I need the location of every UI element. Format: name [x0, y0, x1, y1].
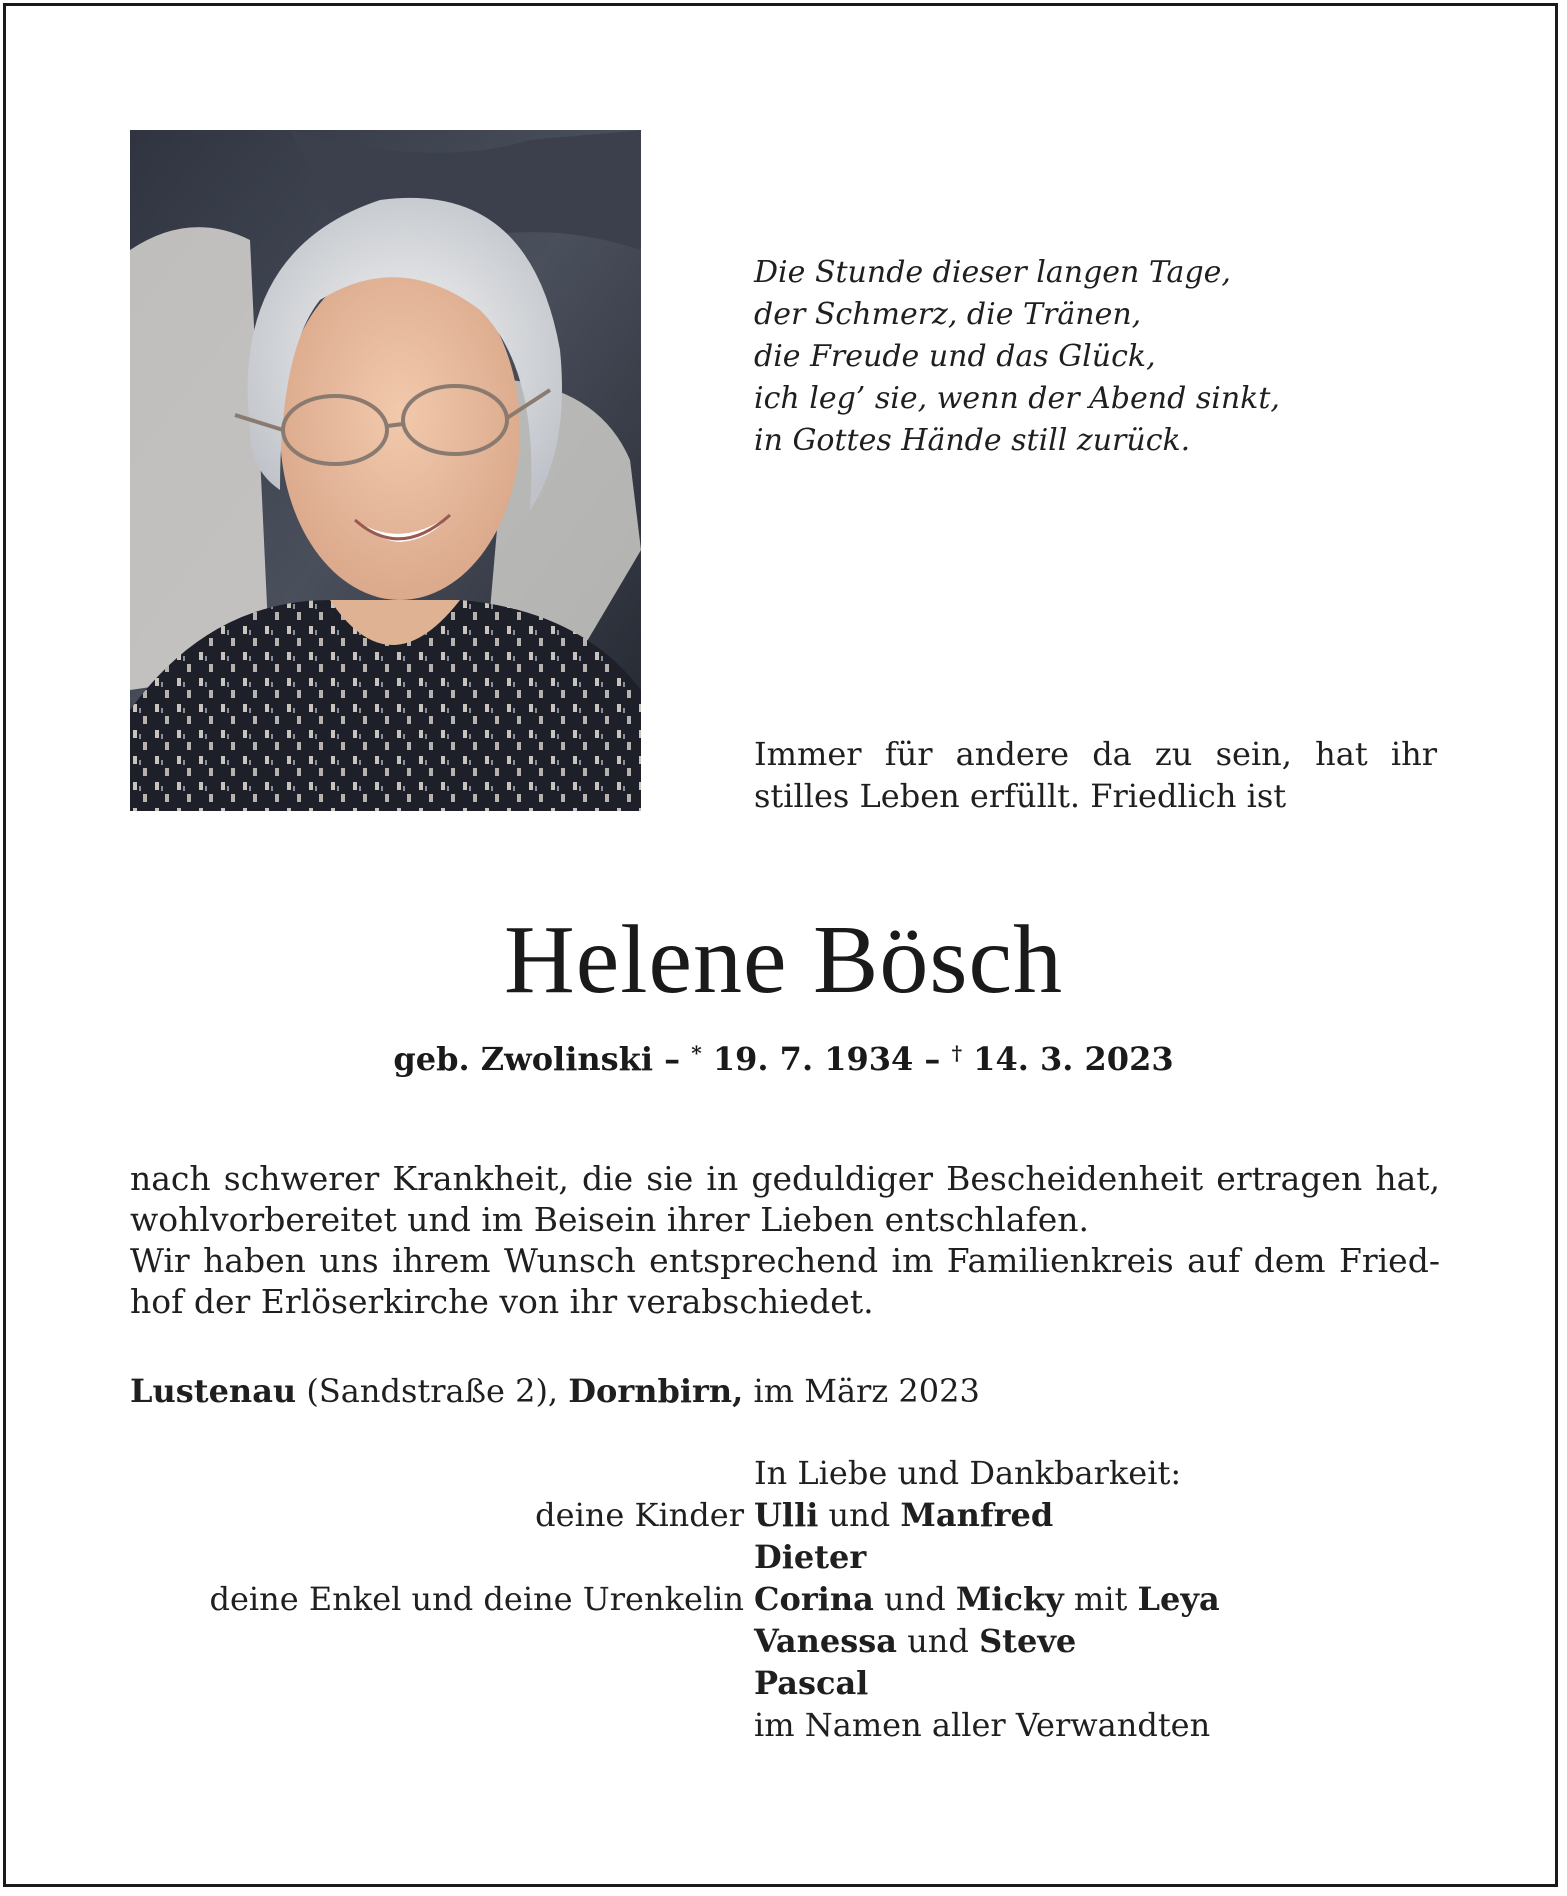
children-label: deine Kinder — [535, 1496, 744, 1534]
family-name: Pascal — [754, 1664, 869, 1702]
separator: – — [913, 1040, 952, 1078]
signature-block — [0, 1452, 1567, 1746]
family-name: Leya — [1137, 1580, 1220, 1618]
body-line: nach schwerer Krankheit, die sie in geduldiger Bescheidenheit ertragen hat, — [130, 1159, 1440, 1198]
verse-line: Die Stunde dieser langen Tage, — [754, 255, 1231, 290]
family-name: Steve — [979, 1622, 1077, 1660]
grandchildren-label: deine Enkel und deine Urenkelin — [209, 1580, 744, 1618]
place-date — [130, 1370, 980, 1412]
deceased-name: Helene Bösch — [504, 906, 1063, 1014]
intro-line: Immer für andere da zu sein, hat ihr — [754, 735, 1437, 773]
family-name: Dieter — [754, 1538, 867, 1576]
body-line: hof der Erlöserkirche von ihr verabschiedet. — [130, 1282, 874, 1321]
month-year: im März 2023 — [743, 1372, 980, 1410]
children-names — [754, 1494, 1053, 1536]
birth-symbol: * — [691, 1041, 702, 1065]
verse-line: ich leg’ sie, wenn der Abend sinkt, — [754, 381, 1280, 416]
intro-text — [754, 733, 1437, 817]
signature-row — [0, 1662, 1567, 1704]
body-text — [130, 1158, 1440, 1322]
signature-row — [0, 1536, 1567, 1578]
family-name: Ulli — [754, 1496, 819, 1534]
grandchildren-names — [754, 1620, 1076, 1662]
conjunction: und — [818, 1496, 901, 1534]
birth-date: 19. 7. 1934 — [701, 1040, 914, 1078]
signature-row — [0, 1578, 1567, 1620]
verse — [754, 252, 1454, 462]
family-name: Vanessa — [754, 1622, 898, 1660]
separator: – — [652, 1040, 692, 1078]
signature-intro: In Liebe und Dankbarkeit: — [754, 1454, 1182, 1492]
family-name: Micky — [955, 1580, 1064, 1618]
address: (Sandstraße 2), — [296, 1372, 569, 1410]
city-lustenau: Lustenau — [130, 1372, 297, 1410]
verse-line: der Schmerz, die Tränen, — [754, 297, 1142, 332]
intro-line: stilles Leben erfüllt. Friedlich ist — [754, 777, 1287, 815]
signature-row — [0, 1704, 1567, 1746]
verse-line: in Gottes Hände still zurück. — [754, 423, 1191, 458]
verse-line: die Freude und das Glück, — [754, 339, 1156, 374]
body-line: wohlvorbereitet und im Beisein ihrer Lieben entschlafen. — [130, 1200, 1090, 1239]
family-name: Corina — [754, 1580, 874, 1618]
signature-row — [0, 1494, 1567, 1536]
body-line: Wir haben uns ihrem Wunsch entsprechend im Familienkreis auf dem Fried- — [130, 1241, 1440, 1280]
conjunction: und — [873, 1580, 956, 1618]
signature-row — [0, 1452, 1567, 1494]
portrait-photo — [130, 130, 641, 811]
closing-line: im Namen aller Verwandten — [754, 1706, 1211, 1744]
death-symbol: † — [951, 1041, 963, 1065]
conjunction: mit — [1063, 1580, 1138, 1618]
life-dates — [0, 1031, 1567, 1081]
maiden-name: geb. Zwolinski — [393, 1040, 653, 1078]
family-name: Manfred — [900, 1496, 1054, 1534]
death-date: 14. 3. 2023 — [962, 1040, 1174, 1078]
conjunction: und — [897, 1622, 980, 1660]
grandchildren-names — [754, 1578, 1220, 1620]
city-dornbirn: Dornbirn, — [568, 1372, 744, 1410]
signature-row — [0, 1620, 1567, 1662]
